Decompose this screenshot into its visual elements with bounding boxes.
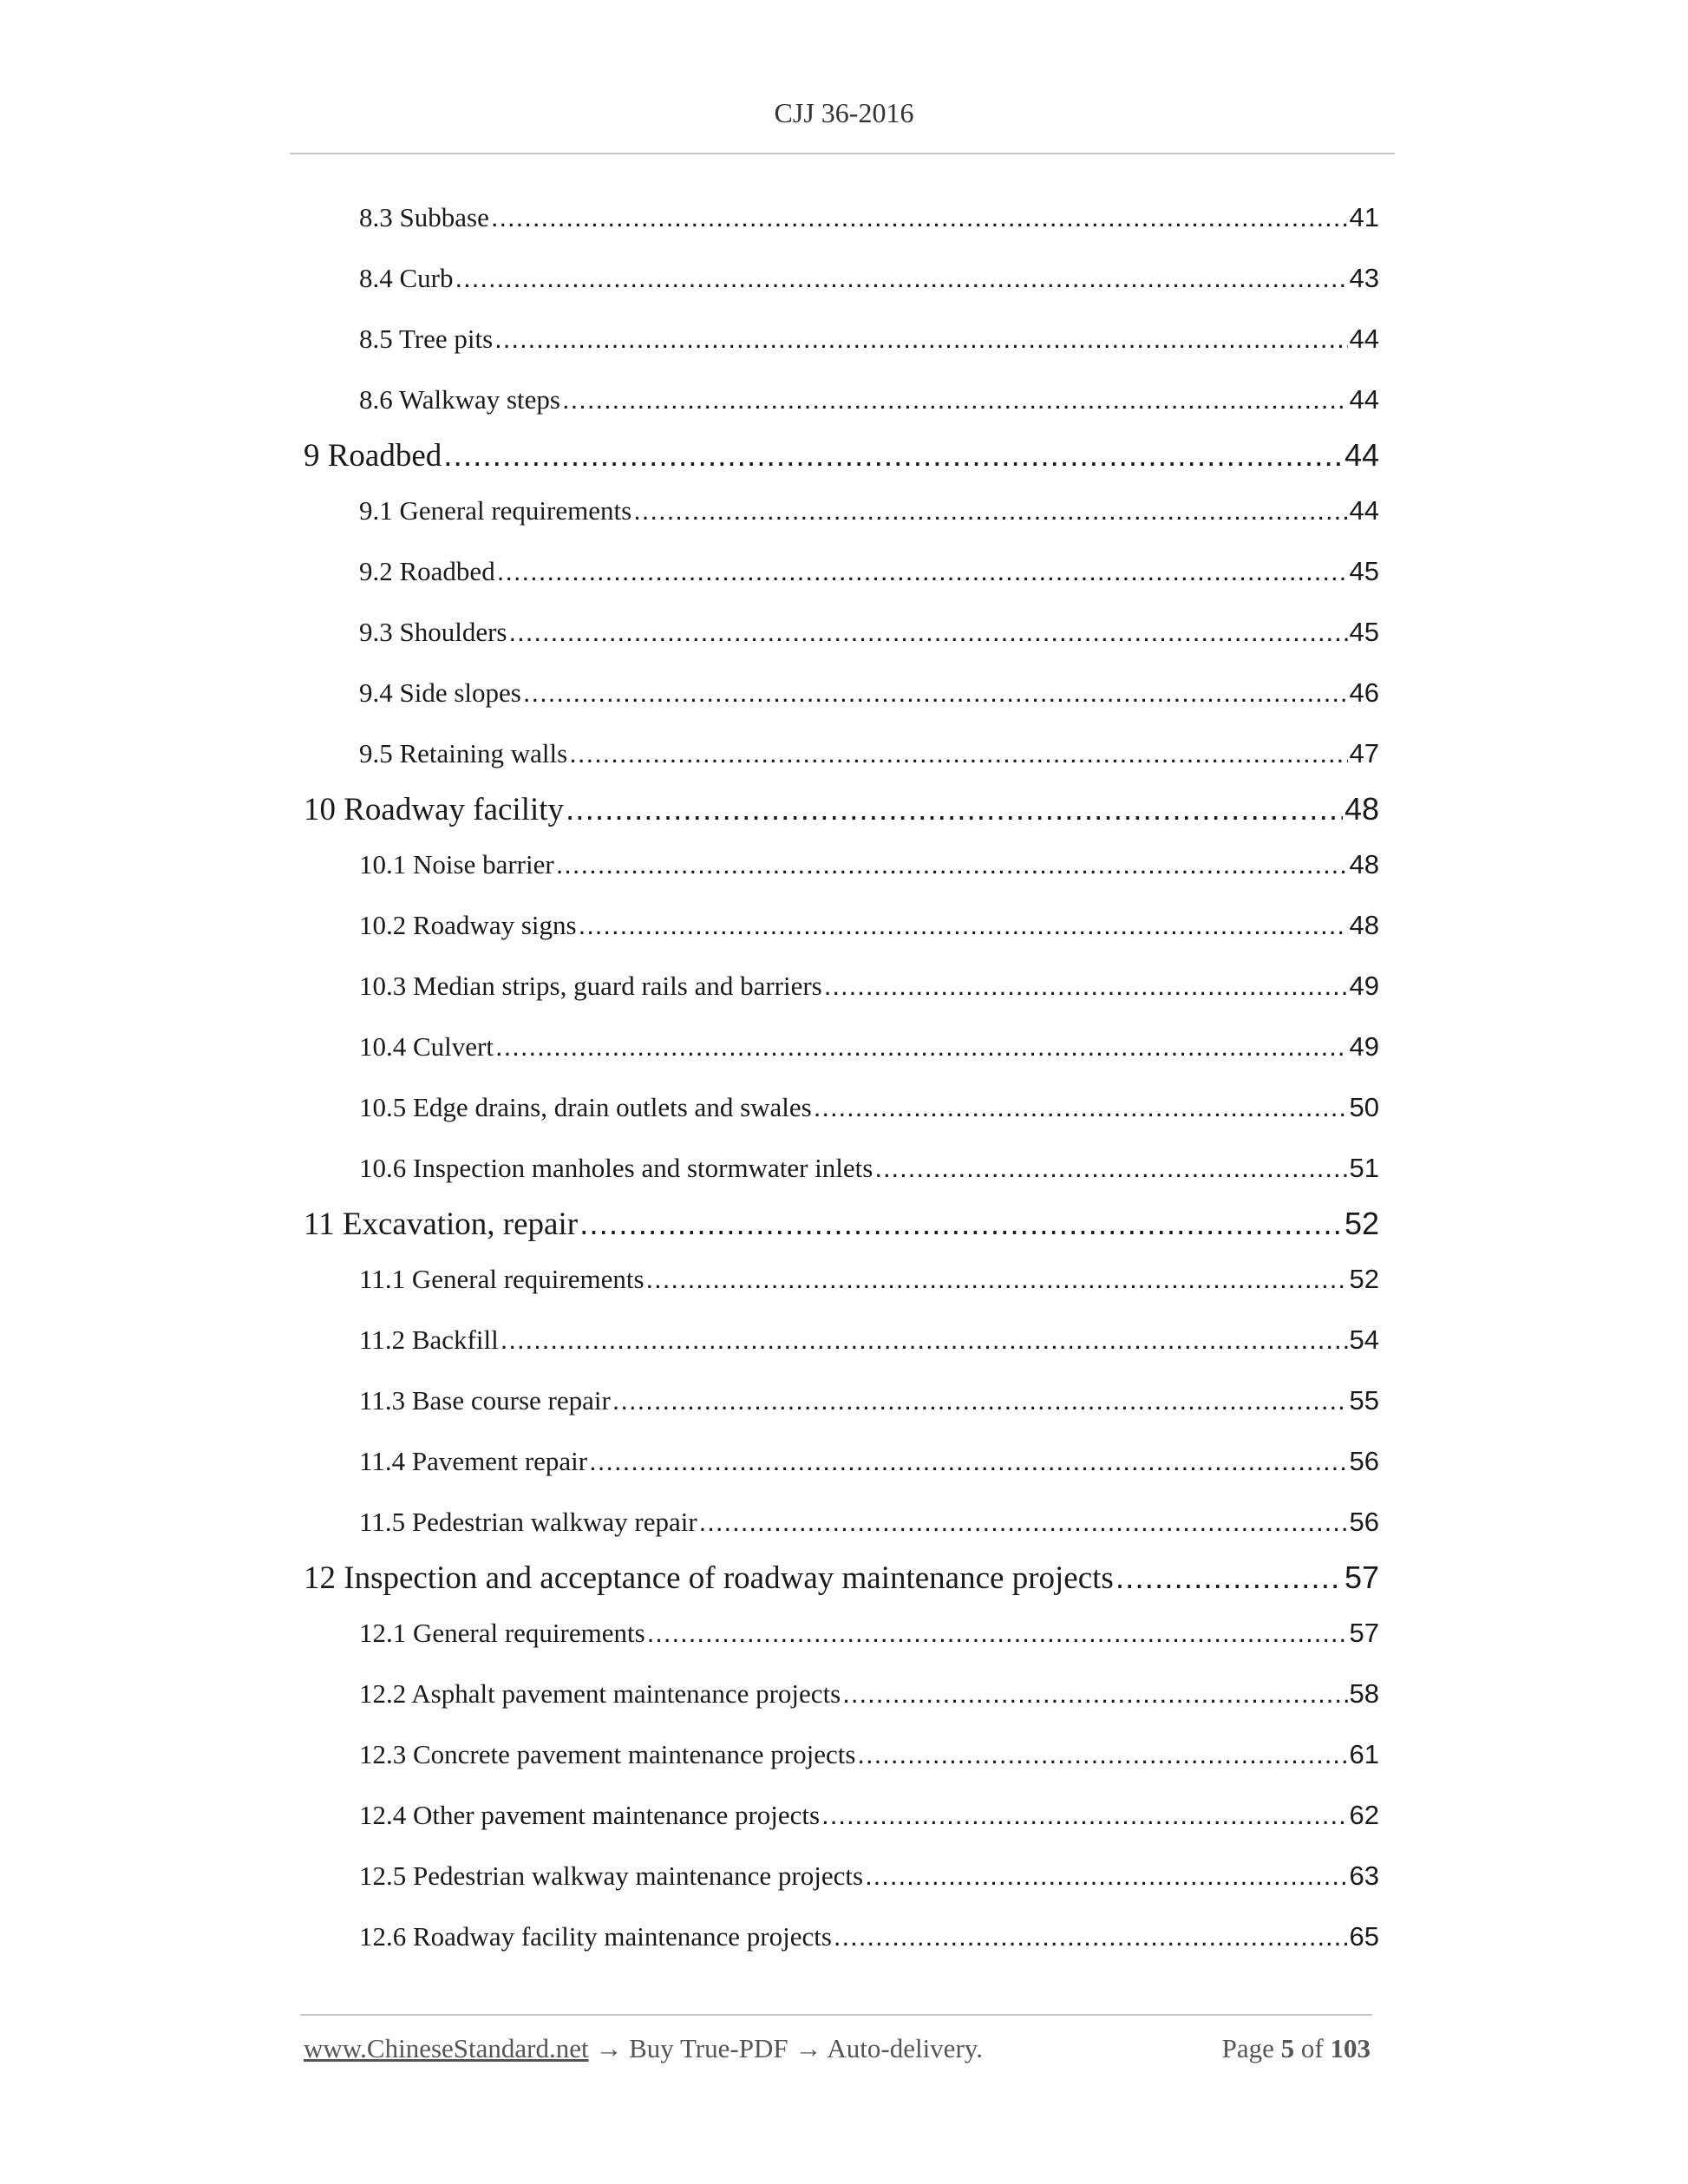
toc-entry-title: 9.4 Side slopes: [359, 677, 521, 708]
toc-entry-page: 65: [1349, 1921, 1379, 1952]
toc-leader-dots: [646, 1264, 1348, 1295]
toc-entry-title: 10.5 Edge drains, drain outlets and swales: [359, 1092, 812, 1122]
toc-leader-dots: [874, 1153, 1347, 1184]
toc-section-entry[interactable]: [304, 895, 1379, 956]
toc-entry-title: 8.4 Curb: [359, 263, 454, 293]
toc-section-entry[interactable]: [304, 187, 1379, 248]
toc-section-entry[interactable]: [304, 663, 1379, 723]
toc-entry-page: 41: [1349, 202, 1379, 232]
toc-entry-page: 44: [1344, 437, 1379, 473]
toc-leader-dots: [497, 556, 1348, 587]
toc-section-entry[interactable]: [304, 1017, 1379, 1077]
toc-leader-dots: [556, 849, 1348, 880]
toc-leader-dots: [814, 1092, 1348, 1123]
toc-entry-title: 9.2 Roadbed: [359, 556, 495, 586]
toc-section-entry[interactable]: [304, 1310, 1379, 1370]
toc-section-entry[interactable]: [304, 1724, 1379, 1785]
toc-entry-page: 57: [1349, 1618, 1379, 1648]
toc-entry-title: 12.1 General requirements: [359, 1618, 645, 1648]
toc-entry-title: 12.6 Roadway facility maintenance projects: [359, 1921, 832, 1952]
toc-entry-title: 11.1 General requirements: [359, 1264, 644, 1294]
toc-entry-title: 12.3 Concrete pavement maintenance projects: [359, 1739, 856, 1769]
toc-entry-title: 10 Roadway facility: [304, 791, 565, 827]
toc-chapter-entry[interactable]: [304, 784, 1379, 834]
toc-leader-dots: [509, 617, 1348, 648]
toc-leader-dots: [857, 1739, 1347, 1770]
toc-entry-title: 9.5 Retaining walls: [359, 738, 568, 768]
toc-entry-title: 11.3 Base course repair: [359, 1385, 611, 1416]
toc-entry-page: 43: [1349, 263, 1379, 293]
footer-left: [304, 2033, 983, 2064]
toc-section-entry[interactable]: [304, 1492, 1379, 1553]
toc-leader-dots: [865, 1860, 1347, 1892]
toc-entry-page: 44: [1349, 324, 1379, 354]
toc-entry-page: 54: [1349, 1324, 1379, 1355]
toc-leader-dots: [589, 1446, 1347, 1477]
toc-entry-page: 55: [1349, 1385, 1379, 1416]
toc-entry-title: 10.6 Inspection manholes and stormwater inlets: [359, 1153, 873, 1183]
toc-section-entry[interactable]: [304, 1603, 1379, 1664]
toc-leader-dots: [821, 1800, 1347, 1831]
toc-section-entry[interactable]: [304, 1664, 1379, 1724]
toc-leader-dots: [443, 437, 1343, 474]
toc-entry-title: 11.5 Pedestrian walkway repair: [359, 1507, 697, 1537]
toc-section-entry[interactable]: [304, 1431, 1379, 1492]
toc-leader-dots: [699, 1507, 1348, 1538]
footer-divider: [300, 2014, 1372, 2016]
toc-entry-title: 9.3 Shoulders: [359, 617, 507, 647]
toc-section-entry[interactable]: [304, 1370, 1379, 1431]
toc-leader-dots: [495, 1031, 1348, 1063]
toc-entry-page: 62: [1349, 1800, 1379, 1830]
toc-section-entry[interactable]: [304, 1906, 1379, 1967]
toc-entry-title: 10.3 Median strips, guard rails and barriers: [359, 971, 822, 1001]
toc-entry-title: 11.2 Backfill: [359, 1324, 499, 1355]
toc-section-entry[interactable]: [304, 369, 1379, 430]
toc-entry-page: 45: [1349, 556, 1379, 586]
toc-section-entry[interactable]: [304, 541, 1379, 602]
toc-entry-page: 44: [1349, 384, 1379, 415]
toc-section-entry[interactable]: [304, 1785, 1379, 1846]
document-code: CJJ 36-2016: [774, 97, 914, 128]
toc-entry-title: 12.4 Other pavement maintenance projects: [359, 1800, 821, 1830]
toc-leader-dots: [612, 1385, 1348, 1416]
toc-leader-dots: [562, 384, 1348, 415]
toc-entry-page: 49: [1349, 1031, 1379, 1062]
toc-section-entry[interactable]: [304, 1077, 1379, 1138]
page-current: 5: [1280, 2033, 1295, 2063]
toc-section-entry[interactable]: [304, 481, 1379, 541]
toc-section-entry[interactable]: [304, 723, 1379, 784]
toc-leader-dots: [579, 910, 1348, 941]
toc-entry-title: 11.4 Pavement repair: [359, 1446, 588, 1476]
toc-entry-title: 9 Roadbed: [304, 437, 442, 474]
toc-leader-dots: [633, 495, 1347, 526]
toc-leader-dots: [455, 263, 1348, 294]
toc-entry-page: 58: [1349, 1678, 1379, 1709]
toc-entry-page: 57: [1344, 1560, 1379, 1595]
page-of-label: of: [1300, 2033, 1324, 2063]
toc-leader-dots: [842, 1678, 1347, 1710]
toc-entry-title: 12 Inspection and acceptance of roadway maintenance projects: [304, 1560, 1114, 1596]
toc-chapter-entry[interactable]: [304, 1199, 1379, 1249]
toc-section-entry[interactable]: [304, 956, 1379, 1017]
toc-entry-page: 44: [1349, 495, 1379, 526]
toc-entry-page: 63: [1349, 1860, 1379, 1891]
toc-entry-title: 10.2 Roadway signs: [359, 910, 577, 940]
toc-entry-title: 8.5 Tree pits: [359, 324, 494, 354]
toc-entry-title: 10.4 Culvert: [359, 1031, 494, 1062]
toc-chapter-entry[interactable]: [304, 430, 1379, 481]
toc-entry-page: 51: [1349, 1153, 1379, 1183]
toc-leader-dots: [824, 971, 1348, 1002]
toc-entry-title: 10.1 Noise barrier: [359, 849, 554, 879]
toc-section-entry[interactable]: [304, 1249, 1379, 1310]
toc-section-entry[interactable]: [304, 1138, 1379, 1199]
toc-leader-dots: [566, 791, 1343, 827]
toc-section-entry[interactable]: [304, 309, 1379, 369]
page-total: 103: [1330, 2033, 1371, 2063]
toc-leader-dots: [1116, 1560, 1343, 1596]
toc-entry-page: 49: [1349, 971, 1379, 1001]
toc-entry-title: 12.2 Asphalt pavement maintenance projects: [359, 1678, 841, 1709]
toc-section-entry[interactable]: [304, 602, 1379, 663]
running-header: [0, 97, 1688, 129]
toc-leader-dots: [579, 1206, 1343, 1242]
toc-entry-title: 8.6 Walkway steps: [359, 384, 560, 415]
toc-entry-page: 50: [1349, 1092, 1379, 1122]
toc-leader-dots: [523, 677, 1348, 709]
toc-entry-page: 56: [1349, 1446, 1379, 1476]
page-label: Page: [1221, 2033, 1274, 2063]
toc-leader-dots: [647, 1618, 1348, 1649]
toc-entry-page: 61: [1349, 1739, 1379, 1769]
toc-entry-page: 52: [1344, 1206, 1379, 1241]
toc-entry-page: 48: [1349, 849, 1379, 879]
toc-entry-page: 45: [1349, 617, 1379, 647]
website-link[interactable]: www.ChineseStandard.net: [304, 2033, 589, 2063]
page-indicator: [1222, 2033, 1371, 2064]
toc-entry-page: 48: [1344, 791, 1379, 827]
toc-entry-page: 48: [1349, 910, 1379, 940]
toc-leader-dots: [491, 202, 1348, 233]
page-footer: [304, 2033, 1371, 2064]
footer-tagline: → Buy True-PDF → Auto-delivery.: [588, 2033, 983, 2063]
table-of-contents: [304, 187, 1379, 1967]
toc-entry-title: 9.1 General requirements: [359, 495, 632, 526]
toc-leader-dots: [494, 324, 1347, 355]
toc-entry-page: 52: [1349, 1264, 1379, 1294]
toc-entry-page: 46: [1349, 677, 1379, 708]
toc-leader-dots: [569, 738, 1347, 769]
header-divider: [290, 153, 1395, 154]
toc-entry-page: 47: [1349, 738, 1379, 768]
toc-entry-title: 11 Excavation, repair: [304, 1206, 579, 1242]
toc-section-entry[interactable]: [304, 248, 1379, 309]
toc-section-entry[interactable]: [304, 1846, 1379, 1906]
toc-leader-dots: [501, 1324, 1348, 1356]
toc-chapter-entry[interactable]: [304, 1553, 1379, 1603]
toc-section-entry[interactable]: [304, 834, 1379, 895]
toc-entry-title: 8.3 Subbase: [359, 202, 489, 232]
toc-leader-dots: [834, 1921, 1348, 1952]
toc-entry-page: 56: [1349, 1507, 1379, 1537]
toc-entry-title: 12.5 Pedestrian walkway maintenance projects: [359, 1860, 864, 1891]
